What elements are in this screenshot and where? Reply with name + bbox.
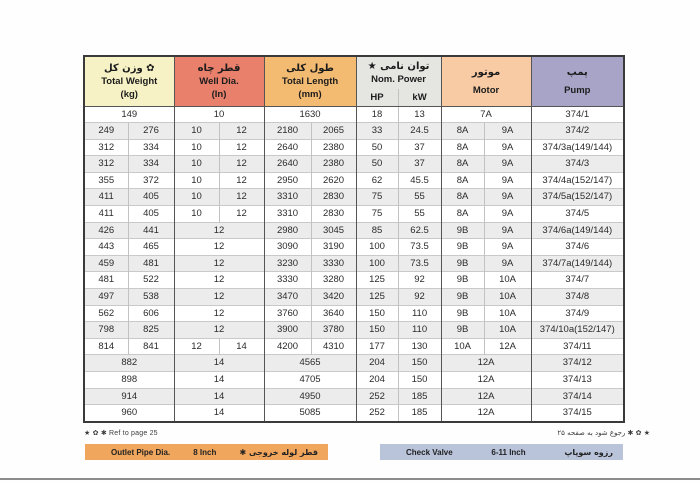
cell: 14 (174, 355, 264, 372)
cell: 2830 (311, 206, 356, 223)
header-length-fa: طول کلی (286, 62, 334, 74)
cell: 85 (356, 222, 398, 239)
cell: 9A (484, 139, 531, 156)
cell: 12 (174, 338, 219, 355)
col-header-total-length (264, 56, 356, 106)
cell: 10A (484, 289, 531, 306)
cell: 3640 (311, 305, 356, 322)
cell: 914 (84, 388, 174, 405)
cell: 276 (128, 123, 174, 140)
outlet-pipe-label: Outlet Pipe Dia. (111, 447, 171, 457)
cell: 8A (441, 172, 484, 189)
header-pump-fa: پمپ (566, 66, 588, 78)
cell: 10 (174, 156, 219, 173)
cell: 75 (356, 206, 398, 223)
cell: 443 (84, 239, 128, 256)
outlet-pipe-value: 8 Inch (193, 447, 217, 457)
cell: 9A (484, 189, 531, 206)
cell: 10 (174, 139, 219, 156)
cell: 374/3a(149/144) (531, 139, 624, 156)
cell: 2980 (264, 222, 311, 239)
cell: 10 (174, 123, 219, 140)
cell: 55 (398, 206, 441, 223)
cell: 374/7 (531, 272, 624, 289)
cell: 8A (441, 139, 484, 156)
cell: 92 (398, 289, 441, 306)
cell: 150 (398, 372, 441, 389)
cell: 7A (441, 106, 531, 123)
cell: 459 (84, 255, 128, 272)
table-row (84, 123, 624, 140)
cell: 4200 (264, 338, 311, 355)
cell: 374/5 (531, 206, 624, 223)
table-row (84, 372, 624, 389)
cell: 9A (484, 239, 531, 256)
cell: 10A (484, 305, 531, 322)
cell: 355 (84, 172, 128, 189)
header-motor-fa: موتور (471, 66, 501, 78)
cell: 12 (174, 272, 264, 289)
table-row (84, 222, 624, 239)
cell: 465 (128, 239, 174, 256)
cell: 110 (398, 305, 441, 322)
cell: 405 (128, 189, 174, 206)
cell: 10A (484, 322, 531, 339)
cell: 2380 (311, 139, 356, 156)
cell: 9B (441, 289, 484, 306)
cell: 55 (398, 189, 441, 206)
cell: 538 (128, 289, 174, 306)
cell: 3190 (311, 239, 356, 256)
cell: 2065 (311, 123, 356, 140)
header-pump-en: Pump (564, 84, 591, 96)
cell: 2950 (264, 172, 311, 189)
cell: 9B (441, 222, 484, 239)
cell: 177 (356, 338, 398, 355)
cell: 3230 (264, 255, 311, 272)
cell: 110 (398, 322, 441, 339)
cell: 252 (356, 388, 398, 405)
cell: 374/1 (531, 106, 624, 123)
cell: 4950 (264, 388, 356, 405)
cell: 1630 (264, 106, 356, 123)
cell: 12 (219, 206, 264, 223)
table-row (84, 322, 624, 339)
cell: 149 (121, 108, 138, 120)
cell: 10 (174, 106, 264, 123)
cell: 9B (441, 272, 484, 289)
cell: 372 (128, 172, 174, 189)
cell: 9B (441, 305, 484, 322)
cell: 14 (219, 338, 264, 355)
cell: 62 (356, 172, 398, 189)
cell: 100 (356, 255, 398, 272)
table-row (84, 272, 624, 289)
cell: 798 (84, 322, 128, 339)
cell: 8A (441, 206, 484, 223)
cell: 522 (128, 272, 174, 289)
cell: 2620 (311, 172, 356, 189)
cell: 4310 (311, 338, 356, 355)
footnote-right: ★ ✿ ✱ رجوع شود به صفحه ۲۵ (557, 429, 650, 437)
table-row (84, 239, 624, 256)
cell: 312 (84, 139, 128, 156)
col-header-well-dia (174, 56, 264, 106)
cell: 411 (84, 189, 128, 206)
cell: 12 (174, 255, 264, 272)
cell: 252 (356, 405, 398, 422)
col-header-motor (441, 56, 531, 106)
spec-table-body (84, 106, 624, 422)
cell: 2640 (264, 139, 311, 156)
cell: 2830 (311, 189, 356, 206)
cell: 9A (484, 206, 531, 223)
page-bottom-divider (0, 478, 700, 480)
cell: 75 (356, 189, 398, 206)
cell: 3760 (264, 305, 311, 322)
cell: 8A (441, 189, 484, 206)
table-row (84, 106, 624, 123)
cell: 4705 (264, 372, 356, 389)
cell: 374/11 (531, 338, 624, 355)
cell: 3280 (311, 272, 356, 289)
table-row (84, 355, 624, 372)
header-well-en: Well Dia. (199, 75, 239, 87)
header-row-main (84, 56, 624, 89)
cell: 3780 (311, 322, 356, 339)
cell: 374/4a(152/147) (531, 172, 624, 189)
cell: 73.5 (398, 255, 441, 272)
cell: 14 (174, 405, 264, 422)
cell: 481 (128, 255, 174, 272)
cell: 374/6 (531, 239, 624, 256)
cell: 374/15 (531, 405, 624, 422)
cell: 204 (356, 355, 398, 372)
check-valve-label: Check Valve (406, 447, 453, 457)
col-header-pump (531, 56, 624, 106)
cell: 92 (398, 272, 441, 289)
table-row (84, 305, 624, 322)
col-header-nom-power (356, 56, 441, 89)
header-well-unit: (In) (211, 88, 227, 100)
header-motor-en: Motor (472, 84, 500, 96)
cell: 2640 (264, 156, 311, 173)
pump-spec-table-wrap (83, 55, 625, 423)
check-valve-value: 6-11 Inch (491, 447, 526, 457)
cell: 12 (219, 139, 264, 156)
table-row (84, 189, 624, 206)
cell: 825 (128, 322, 174, 339)
cell: 3045 (311, 222, 356, 239)
cell: 9A (484, 222, 531, 239)
cell: 185 (398, 388, 441, 405)
cell: 334 (128, 156, 174, 173)
cell: 50 (356, 156, 398, 173)
cell: 14 (174, 388, 264, 405)
cell: 12 (219, 156, 264, 173)
cell: 9A (484, 123, 531, 140)
cell: 10A (484, 272, 531, 289)
cell: 2180 (264, 123, 311, 140)
cell: 441 (128, 222, 174, 239)
cell: 12 (219, 172, 264, 189)
col-subheader-kw: kW (398, 89, 441, 106)
cell: 10 (174, 206, 219, 223)
table-row (84, 338, 624, 355)
cell: 12 (174, 239, 264, 256)
cell: 10A (441, 338, 484, 355)
outlet-pipe-label-fa: قطر لوله خروجی ✱ (239, 447, 318, 457)
cell: 841 (128, 338, 174, 355)
table-row (84, 255, 624, 272)
cell: 150 (356, 322, 398, 339)
cell: 130 (398, 338, 441, 355)
cell: 374/9 (531, 305, 624, 322)
cell: 185 (398, 405, 441, 422)
header-power-fa: توان نامی ★ (367, 60, 430, 72)
cell: 12A (441, 355, 531, 372)
cell: 37 (398, 139, 441, 156)
cell: 150 (356, 305, 398, 322)
cell: 374/6a(149/144) (531, 222, 624, 239)
cell: 3420 (311, 289, 356, 306)
cell: 481 (84, 272, 128, 289)
cell: 12A (441, 372, 531, 389)
cell: 12 (174, 222, 264, 239)
cell: 426 (84, 222, 128, 239)
cell: 3090 (264, 239, 311, 256)
table-header (84, 56, 624, 106)
header-weight-unit: (kg) (120, 88, 138, 100)
cell: 249 (84, 123, 128, 140)
table-row (84, 156, 624, 173)
cell: 9B (441, 322, 484, 339)
cell: 18 (356, 106, 398, 123)
cell: 374/10a(152/147) (531, 322, 624, 339)
footnote-left: ★ ✿ ✱ Ref to page 25 (84, 430, 158, 437)
cell: 12A (441, 405, 531, 422)
table-row (84, 139, 624, 156)
cell: 12 (219, 189, 264, 206)
cell: 9A (484, 172, 531, 189)
col-subheader-hp: HP (356, 89, 398, 106)
table-row (84, 388, 624, 405)
table-row (84, 289, 624, 306)
cell: 73.5 (398, 239, 441, 256)
cell: 3330 (311, 255, 356, 272)
cell: 3310 (264, 189, 311, 206)
header-power-en: Nom. Power (371, 73, 426, 85)
cell: 10 (174, 189, 219, 206)
cell: 882 (84, 355, 174, 372)
cell: 24.5 (398, 123, 441, 140)
header-well-fa: قطر چاه (197, 62, 241, 74)
cell: 125 (356, 289, 398, 306)
cell: 4565 (264, 355, 356, 372)
cell: 3330 (264, 272, 311, 289)
cell: 3900 (264, 322, 311, 339)
cell: 12A (484, 338, 531, 355)
outlet-pipe-box (85, 444, 328, 460)
cell: 374/14 (531, 388, 624, 405)
cell: 37 (398, 156, 441, 173)
cell: 411 (84, 206, 128, 223)
cell: 562 (84, 305, 128, 322)
pump-spec-table (83, 55, 625, 423)
cell: 3310 (264, 206, 311, 223)
cell: 12 (174, 322, 264, 339)
cell: 374/3 (531, 156, 624, 173)
cell: 9A (484, 156, 531, 173)
cell: 374/7a(149/144) (531, 255, 624, 272)
cell: 150 (398, 355, 441, 372)
cell: 374/2 (531, 123, 624, 140)
header-weight-en: Total Weight (101, 75, 158, 87)
cell: 8A (441, 156, 484, 173)
cell: 898 (84, 372, 174, 389)
col-header-total-weight (84, 56, 174, 106)
cell: 125 (356, 272, 398, 289)
cell: 814 (84, 338, 128, 355)
cell: 9B (441, 255, 484, 272)
check-valve-label-fa: رزوه سوپاپ (564, 447, 613, 457)
cell: 10 (174, 172, 219, 189)
cell: 12 (174, 305, 264, 322)
cell: 960 (84, 405, 174, 422)
check-valve-box (380, 444, 623, 460)
cell: 2380 (311, 156, 356, 173)
cell: 62.5 (398, 222, 441, 239)
cell: 405 (128, 206, 174, 223)
cell: 9B (441, 239, 484, 256)
cell: 14 (174, 372, 264, 389)
cell: 374/8 (531, 289, 624, 306)
cell: 9A (484, 255, 531, 272)
cell: 334 (128, 139, 174, 156)
cell: 12 (219, 123, 264, 140)
cell: 5085 (264, 405, 356, 422)
cell: 312 (84, 156, 128, 173)
cell: 33 (356, 123, 398, 140)
cell: 606 (128, 305, 174, 322)
cell: 13 (398, 106, 441, 123)
cell: 374/5a(152/147) (531, 189, 624, 206)
cell: 3470 (264, 289, 311, 306)
cell: 50 (356, 139, 398, 156)
header-weight-fa: ✿ وزن کل (103, 62, 155, 74)
cell: 204 (356, 372, 398, 389)
header-length-unit: (mm) (298, 88, 322, 100)
cell: 12 (174, 289, 264, 306)
cell: 8A (441, 123, 484, 140)
cell: 100 (356, 239, 398, 256)
cell: 45.5 (398, 172, 441, 189)
table-row (84, 206, 624, 223)
cell: 374/13 (531, 372, 624, 389)
cell: 374/12 (531, 355, 624, 372)
cell: 12A (441, 388, 531, 405)
table-row (84, 405, 624, 422)
cell: 497 (84, 289, 128, 306)
header-length-en: Total Length (281, 75, 339, 87)
table-row (84, 172, 624, 189)
